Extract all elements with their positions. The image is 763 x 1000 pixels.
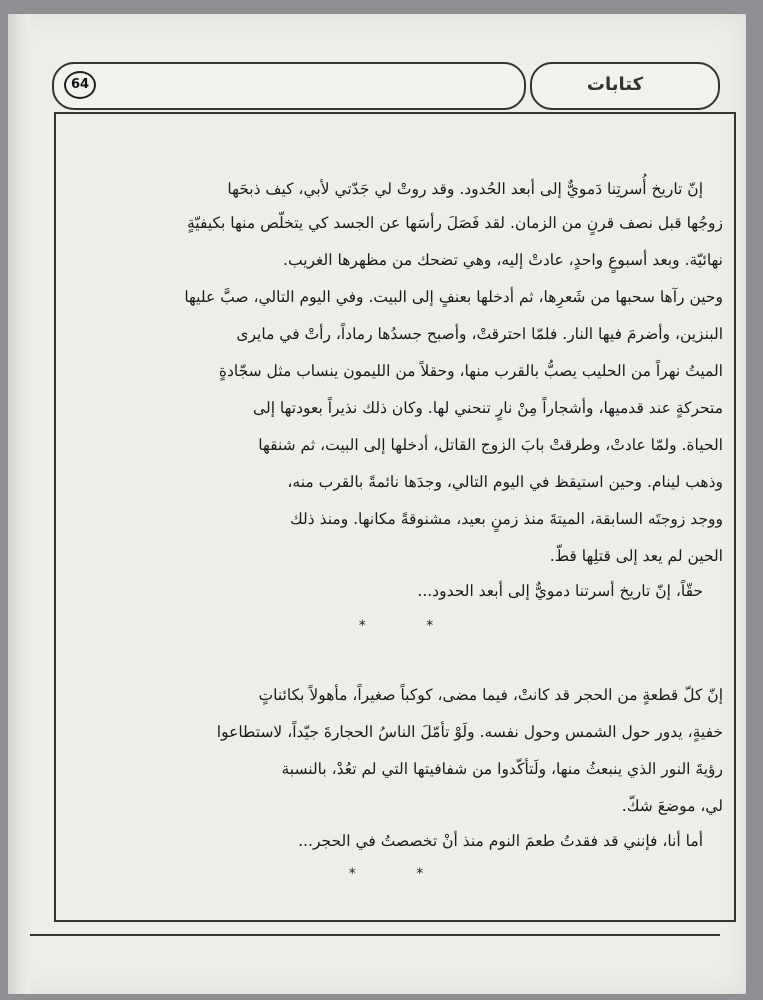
paragraph2-line: إنّ كلّ قطعةٍ من الحجر قد كانتْ، فيما مضى، كوكباً صغيراً، مأهولاً بكائناتٍ: [258, 686, 723, 704]
paragraph2-line: لي، موضعَ شكّ.: [621, 797, 723, 815]
paragraph1-line: ووجد زوجتَه السابقة، الميتةَ منذ زمنٍ بعيد، مشنوقةً مكانها. ومنذ ذلك: [289, 510, 723, 528]
paragraph2-line: خفيةٍ، يدور حول الشمس وحول نفسه. ولَوْ تأمّلَ الناسُ الحجارةَ جيّداً، لاستطاعوا: [216, 723, 723, 741]
paragraph1-line: إنّ تاريخ أُسرتِنا دَمويٌّ إلى أبعد الحُدود. وقد روتْ لي جَدّتي لأبي، كيف ذبحَها: [227, 180, 703, 198]
paragraph1-line: نهائيّة. وبعد أسبوعٍ واحدٍ، عادتْ إليه، وهي تضحك من مظهرها الغريب.: [283, 251, 723, 269]
end-separator: * *: [348, 866, 452, 882]
paragraph1-line: الميتُ نهراً من الحليب يصبُّ بالقرب منها، وحقلاً من الليمون ينساب مثل سجّادةٍ: [218, 362, 723, 380]
page-number: 64: [64, 71, 96, 99]
paragraph1-line: زوجُها قبل نصف قرنٍ من الزمان. لقد فَصَلَ رأسَها عن الجسد كي يتخلّص منها بكيفيّةٍ: [186, 214, 723, 232]
paragraph2-line: أما أنا، فإنني قد فقدتُ طعمَ النوم منذ أنْ تخصصتُ في الحجر...: [298, 832, 703, 850]
page-spine-shadow: [8, 14, 30, 994]
paragraph1-line: متحركةٍ عند قدميها، وأشجاراً مِنْ نارٍ تنحني لها. وكان ذلك نذيراً بعودتها إلى: [253, 399, 723, 417]
paragraph1-line: حقّاً، إنّ تاريخ أسرتنا دمويٌّ إلى أبعد الحدود...: [417, 582, 703, 600]
bottom-rule: [30, 934, 720, 936]
paragraph1-line: وحين رآها سحبها من شَعرِها، ثم أدخلها بعنفٍ إلى البيت. وفي اليوم التالي، صبَّ عليها: [184, 288, 723, 306]
section-title: كتابات: [586, 74, 644, 95]
header-bar: [52, 62, 526, 110]
section-separator: * *: [358, 618, 462, 634]
paragraph1-line: الحين لم يعد إلى قتلِها قطّ.: [549, 547, 723, 565]
paragraph1-line: الحياة. ولمّا عادتْ، وطرقتْ بابَ الزوج القاتل، أدخلها إلى البيت، ثم شنقها: [258, 436, 723, 454]
paragraph2-line: رؤيةَ النور الذي ينبعثُ منها، ولَتأكّدوا من شفافيتها التي لم تعُدْ، بالنسبة: [281, 760, 723, 778]
paragraph1-line: وذهب لينام. وحين استيقظ في اليوم التالي، وجدَها نائمةً بالقرب منه،: [287, 473, 723, 491]
paragraph1-line: البنزين، وأضرمَ فيها النار. فلمّا احترقتْ، وأصبح جسدُها رماداً، رأتْ في مايرى: [236, 325, 723, 343]
